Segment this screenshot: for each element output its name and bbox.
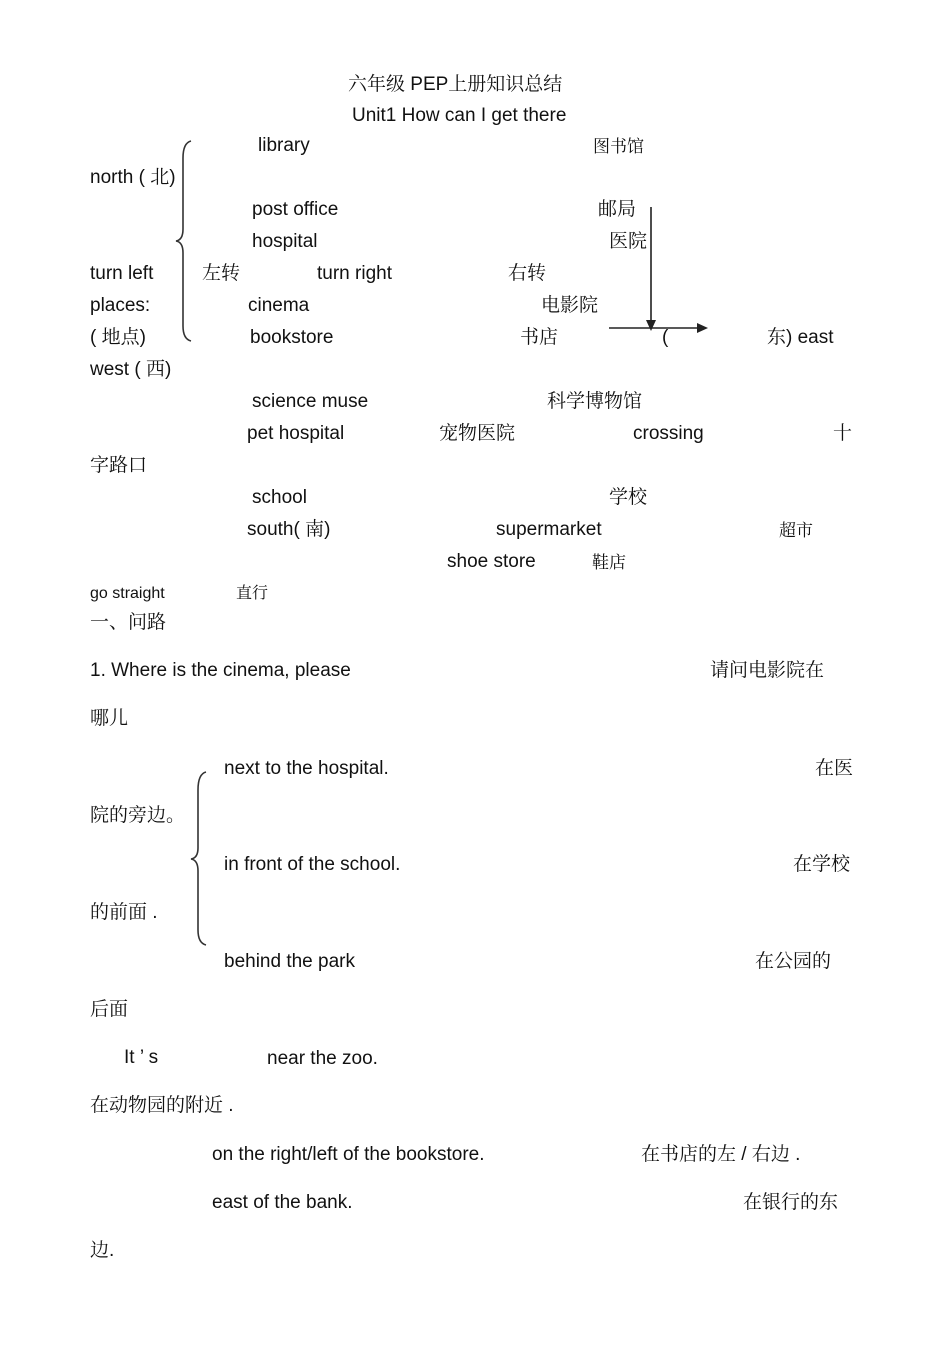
vocab-brace — [176, 141, 191, 341]
answer-behind-cn-1: 在公园的 — [755, 951, 832, 972]
vocab-go-straight-cn: 直行 — [236, 585, 269, 602]
vocab-east: 东) east — [767, 327, 834, 348]
vocab-bookstore-en: bookstore — [250, 327, 334, 348]
vocab-pet-hospital-en: pet hospital — [247, 423, 345, 444]
vocab-crossing-en: crossing — [633, 423, 704, 444]
vocab-shoe-store-en: shoe store — [447, 551, 536, 572]
vocab-west: west ( 西) — [90, 359, 172, 380]
vocab-post-office-en: post office — [252, 199, 339, 220]
vocab-go-straight-en: go straight — [90, 585, 165, 602]
answer-behind-en: behind the park — [224, 951, 355, 972]
vocab-north: north ( 北) — [90, 167, 176, 188]
vocab-hospital-en: hospital — [252, 231, 318, 252]
vocab-shoe-store-cn: 鞋店 — [592, 553, 626, 572]
vocab-crossing-cn-2: 字路口 — [90, 455, 148, 476]
vocab-south: south( 南) — [247, 519, 331, 540]
vocab-turn-right-cn: 右转 — [508, 263, 547, 284]
vocab-cinema-en: cinema — [248, 295, 310, 316]
answer-in-front-cn-1: 在学校 — [793, 854, 851, 875]
answer-next-to-cn-1: 在医 — [815, 758, 854, 779]
south-arrow-head — [646, 320, 656, 331]
vocab-post-office-cn: 邮局 — [598, 199, 637, 220]
vocab-supermarket-en: supermarket — [496, 519, 602, 540]
vocab-places-cn: ( 地点) — [90, 327, 146, 348]
answer-right-left-en: on the right/left of the bookstore. — [212, 1144, 485, 1165]
question-1-en: 1. Where is the cinema, please — [90, 660, 351, 681]
vocab-supermarket-cn: 超市 — [779, 521, 813, 540]
answer-brace — [191, 772, 206, 945]
its-label: It ’ s — [124, 1047, 159, 1068]
vocab-pet-hospital-cn: 宠物医院 — [439, 423, 516, 444]
answer-east-bank-cn-2: 边. — [90, 1240, 115, 1261]
vocab-places-label: places: — [90, 295, 151, 316]
vocab-library-en: library — [258, 135, 310, 156]
vocab-east-paren: ( — [662, 327, 669, 348]
vocab-crossing-cn-1: 十 — [833, 423, 853, 444]
answer-right-left-cn: 在书店的左 / 右边 . — [641, 1144, 801, 1165]
vocab-school-en: school — [252, 487, 307, 508]
vocab-library-cn: 图书馆 — [593, 137, 644, 156]
vocab-hospital-cn: 医院 — [609, 231, 648, 252]
vocab-turn-right-en: turn right — [317, 263, 392, 284]
section-heading: 一、问路 — [90, 612, 167, 633]
vocab-turn-left-en: turn left — [90, 263, 154, 284]
answer-next-to-cn-2: 院的旁边。 — [90, 805, 186, 826]
vocab-cinema-cn: 电影院 — [541, 295, 599, 316]
answer-next-to-en: next to the hospital. — [224, 758, 389, 779]
answer-near-cn: 在动物园的附近 . — [90, 1095, 234, 1116]
vocab-science-cn: 科学博物馆 — [547, 391, 643, 412]
question-1-cn-1: 请问电影院在 — [710, 660, 825, 681]
vocab-science-en: science muse — [252, 391, 369, 412]
vocab-school-cn: 学校 — [609, 487, 648, 508]
page-title: 六年级 PEP上册知识总结 — [348, 74, 563, 95]
answer-in-front-cn-2: 的前面 . — [90, 902, 158, 923]
question-1-cn-2: 哪儿 — [90, 708, 129, 729]
east-arrow-head — [697, 323, 708, 333]
answer-east-bank-en: east of the bank. — [212, 1192, 353, 1213]
answer-east-bank-cn-1: 在银行的东 — [743, 1192, 839, 1213]
unit-title: Unit1 How can I get there — [352, 105, 567, 126]
vocab-bookstore-cn: 书店 — [520, 327, 559, 348]
answer-behind-cn-2: 后面 — [90, 999, 129, 1020]
answer-in-front-en: in front of the school. — [224, 854, 401, 875]
vocab-turn-left-cn: 左转 — [202, 263, 241, 284]
answer-near-en: near the zoo. — [267, 1048, 378, 1069]
